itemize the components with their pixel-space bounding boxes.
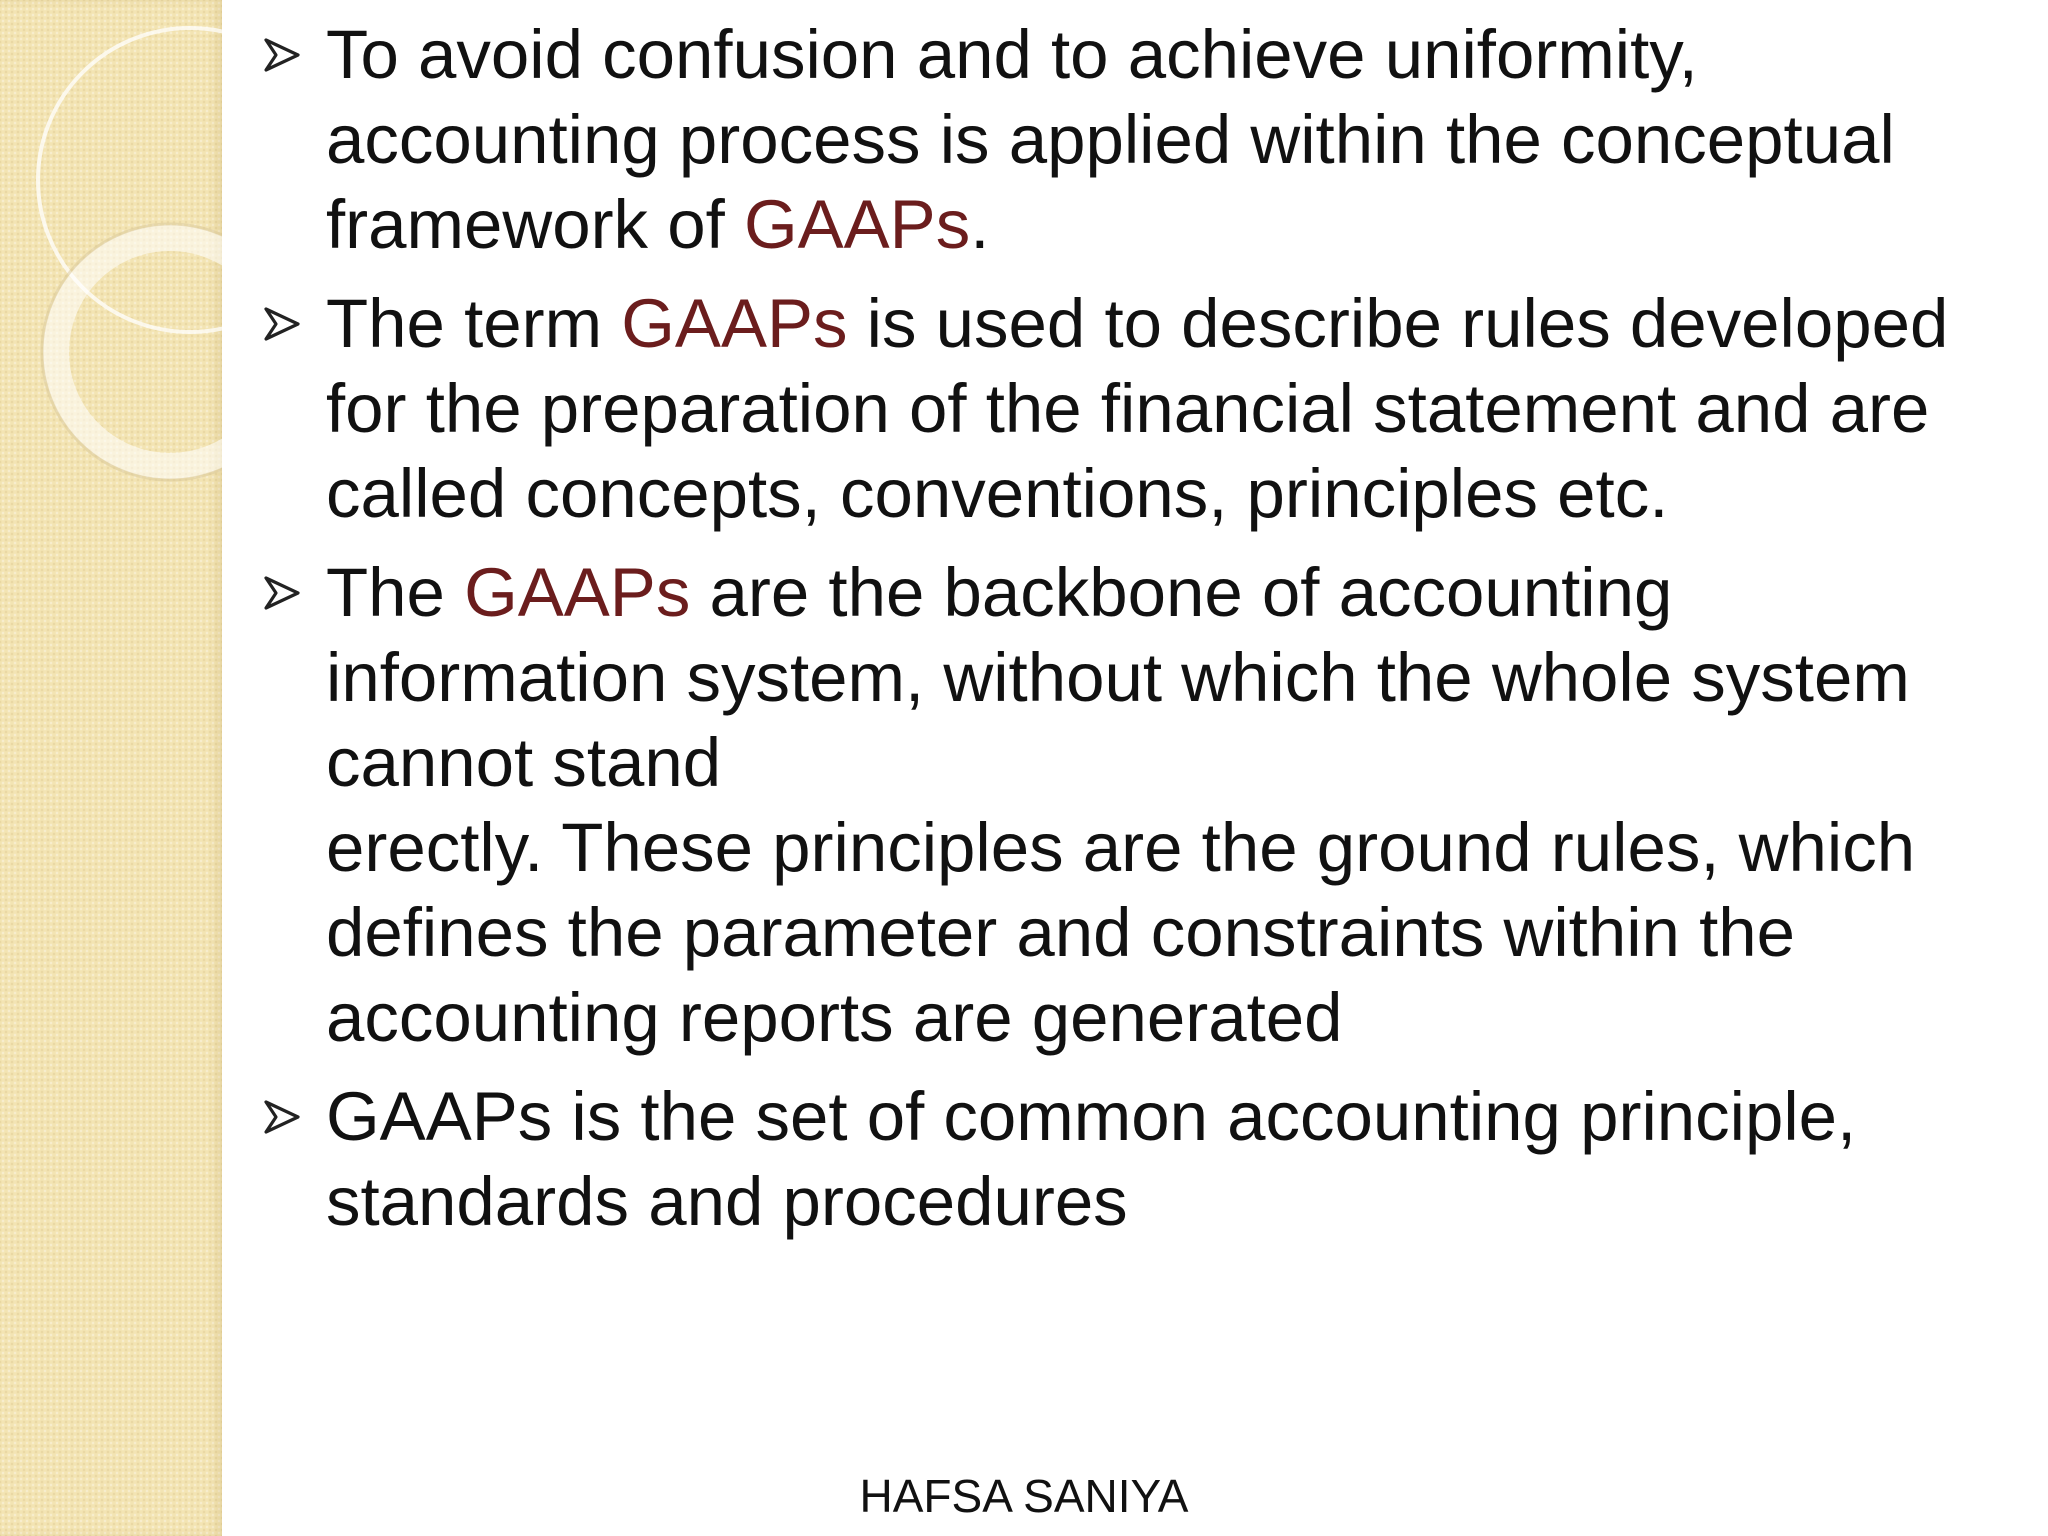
bullet-text: The term bbox=[326, 285, 622, 362]
bullet-item bbox=[262, 550, 2014, 1060]
bullet-text: The bbox=[326, 554, 465, 631]
hollow-arrow-bullet-icon bbox=[262, 575, 302, 611]
gaaps-highlight: GAAPs bbox=[464, 554, 691, 631]
bullet-text: To avoid confusion and to achieve uniformity, accounting process is applied within the conceptual framework of bbox=[326, 16, 1895, 263]
bullet-list bbox=[262, 12, 2014, 1258]
hollow-arrow-bullet-icon bbox=[262, 37, 302, 73]
bullet-continuation-text: erectly. These principles are the ground rules, which defines the parameter and constraints within the accounting reports are generated bbox=[326, 809, 1916, 1056]
bullet-text: . bbox=[970, 186, 990, 263]
gaaps-highlight: GAAPs bbox=[743, 186, 971, 263]
bullet-item bbox=[262, 1074, 2014, 1244]
hollow-arrow-bullet-icon bbox=[262, 1099, 302, 1135]
bullet-item bbox=[262, 281, 2014, 536]
bullet-text: are the backbone of accounting information system, without which the whole system cannot stand bbox=[326, 554, 1910, 801]
footer-author: HAFSA SANIYA bbox=[859, 1470, 1189, 1522]
bullet-text: is used to describe rules developed for the preparation of the financial statement and are called concepts, conventions, principles etc. bbox=[326, 285, 1949, 532]
hollow-arrow-bullet-icon bbox=[262, 306, 302, 342]
decorative-side-panel bbox=[0, 0, 222, 1536]
bullet-text: GAAPs is the set of common accounting principle, standards and procedures bbox=[326, 1078, 1857, 1240]
gaaps-highlight: GAAPs bbox=[621, 285, 848, 362]
decorative-rings-icon bbox=[0, 0, 222, 500]
bullet-item bbox=[262, 12, 2014, 267]
